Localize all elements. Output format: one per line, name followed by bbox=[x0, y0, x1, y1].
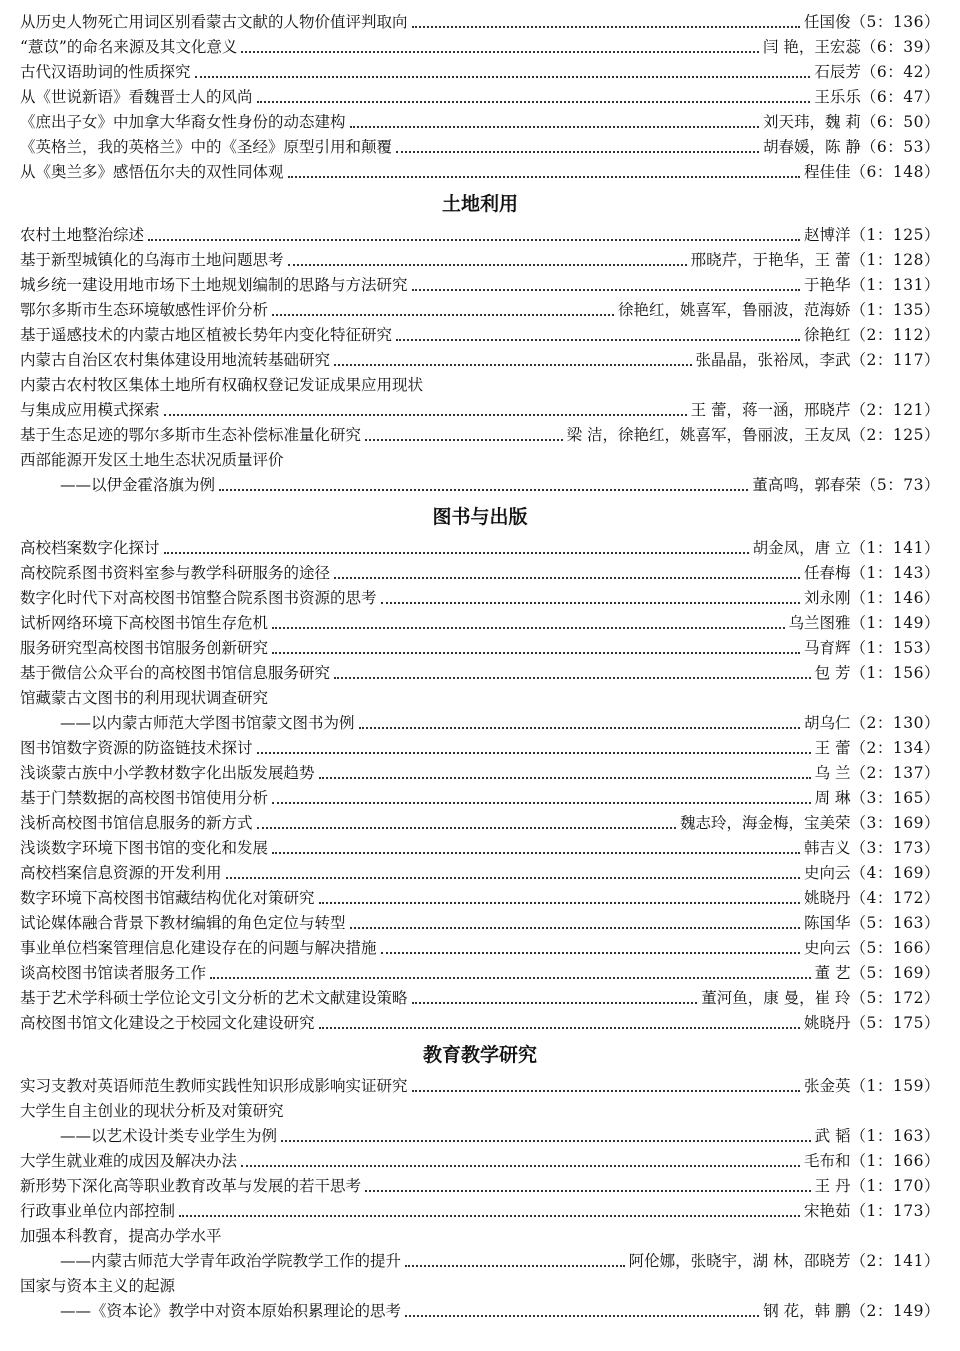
dot-leader bbox=[164, 414, 687, 416]
entry-title: 农村土地整治综述 bbox=[20, 226, 145, 244]
entry-title: 《英格兰，我的英格兰》中的《圣经》原型引用和颠覆 bbox=[20, 138, 393, 156]
entry-title: 新形势下深化高等职业教育改革与发展的若干思考 bbox=[20, 1177, 362, 1195]
toc-entry bbox=[20, 936, 940, 961]
entry-issue-page: （5：136） bbox=[850, 13, 940, 31]
entry-author: 胡金凤，唐 立 bbox=[752, 539, 851, 557]
dot-leader bbox=[179, 1215, 800, 1217]
entry-author: 乌 兰 bbox=[814, 764, 851, 782]
entry-issue-page: （1：159） bbox=[850, 1077, 940, 1095]
dot-leader bbox=[396, 339, 800, 341]
entry-title: 内蒙古自治区农村集体建设用地流转基础研究 bbox=[20, 351, 331, 369]
section-heading: 土地利用 bbox=[441, 193, 518, 215]
entry-title: 数字环境下高校图书馆藏结构优化对策研究 bbox=[20, 889, 315, 907]
entry-author: 董 艺 bbox=[814, 964, 851, 982]
dot-leader bbox=[334, 677, 811, 679]
entry-title: ——以艺术设计类专业学生为例 bbox=[60, 1127, 278, 1145]
dot-leader bbox=[359, 727, 801, 729]
dot-leader bbox=[257, 752, 811, 754]
entry-author: 赵博洋 bbox=[804, 226, 851, 244]
toc-entry bbox=[20, 886, 940, 911]
entry-author: 任春梅 bbox=[804, 564, 851, 582]
toc-entry bbox=[20, 536, 940, 561]
entry-issue-page: （5：169） bbox=[850, 964, 940, 982]
dot-leader bbox=[272, 802, 811, 804]
entry-issue-page: （1：173） bbox=[850, 1202, 940, 1220]
entry-title: 实习支教对英语师范生教师实践性知识形成影响实证研究 bbox=[20, 1077, 408, 1095]
entry-author: 韩吉义 bbox=[804, 839, 851, 857]
entry-title: 高校档案数字化探讨 bbox=[20, 539, 160, 557]
entry-title: 城乡统一建设用地市场下土地规划编制的思路与方法研究 bbox=[20, 276, 408, 294]
entry-issue-page: （1：166） bbox=[850, 1152, 940, 1170]
entry-issue-page: （1：163） bbox=[850, 1127, 940, 1145]
toc-entry bbox=[20, 1249, 940, 1274]
section-heading: 教育教学研究 bbox=[422, 1044, 537, 1066]
entry-author: 邢晓芹，于艳华，王 蕾 bbox=[690, 251, 851, 269]
entry-issue-page: （6：47） bbox=[860, 88, 940, 106]
entry-title: ——以伊金霍洛旗为例 bbox=[60, 476, 216, 494]
toc-entry bbox=[20, 761, 940, 786]
entry-author: 姚晓丹 bbox=[804, 889, 851, 907]
toc-entry bbox=[20, 986, 940, 1011]
dot-leader bbox=[281, 1140, 811, 1142]
dot-leader bbox=[288, 176, 801, 178]
entry-author: 张金英 bbox=[804, 1077, 851, 1095]
entry-author: 闫 艳，王宏蕊 bbox=[762, 38, 861, 56]
entry-title: 从《奥兰多》感悟伍尔夫的双性同体观 bbox=[20, 163, 284, 181]
entry-author: 王 蕾 bbox=[814, 739, 851, 757]
entry-author: 刘天玮，魏 莉 bbox=[762, 113, 861, 131]
toc-entry bbox=[20, 786, 940, 811]
toc-title-line bbox=[20, 448, 940, 473]
dot-leader bbox=[288, 264, 687, 266]
entry-author: 姚晓丹 bbox=[804, 1014, 851, 1032]
entry-title: 谈高校图书馆读者服务工作 bbox=[20, 964, 207, 982]
toc-entry bbox=[20, 811, 940, 836]
toc-entry bbox=[20, 661, 940, 686]
entry-title: 加强本科教育，提高办学水平 bbox=[20, 1227, 222, 1245]
entry-title: 高校档案信息资源的开发利用 bbox=[20, 864, 222, 882]
entry-author: 胡春媛，陈 静 bbox=[762, 138, 861, 156]
entry-issue-page: （5：175） bbox=[850, 1014, 940, 1032]
entry-issue-page: （1：141） bbox=[850, 539, 940, 557]
entry-issue-page: （6：148） bbox=[850, 163, 940, 181]
entry-title: 基于微信公众平台的高校图书馆信息服务研究 bbox=[20, 664, 331, 682]
toc-title-line bbox=[20, 686, 940, 711]
entry-issue-page: （5：166） bbox=[850, 939, 940, 957]
entry-title: ——《资本论》教学中对资本原始积累理论的思考 bbox=[60, 1302, 402, 1320]
entry-issue-page: （2：121） bbox=[850, 401, 940, 419]
toc-entry bbox=[20, 423, 940, 448]
entry-author: 毛布和 bbox=[804, 1152, 851, 1170]
entry-author: 徐艳红 bbox=[804, 326, 851, 344]
toc-entry bbox=[20, 836, 940, 861]
entry-author: 史向云 bbox=[804, 864, 851, 882]
entry-author: 于艳华 bbox=[804, 276, 851, 294]
entry-author: 徐艳红，姚喜军，鲁丽波，范海娇 bbox=[618, 301, 851, 319]
entry-author: 包 芳 bbox=[814, 664, 851, 682]
entry-author: 张晶晶，张裕凤，李武 bbox=[695, 351, 851, 369]
entry-author: 陈国华 bbox=[804, 914, 851, 932]
entry-title: 古代汉语助词的性质探究 bbox=[20, 63, 191, 81]
toc-entry bbox=[20, 736, 940, 761]
entry-title: 大学生就业难的成因及解决办法 bbox=[20, 1152, 238, 1170]
dot-leader bbox=[272, 652, 800, 654]
entry-title: 大学生自主创业的现状分析及对策研究 bbox=[20, 1102, 284, 1120]
toc-entry bbox=[20, 911, 940, 936]
entry-issue-page: （1：146） bbox=[850, 589, 940, 607]
toc-entry bbox=[20, 323, 940, 348]
dot-leader bbox=[226, 877, 801, 879]
toc-entry bbox=[20, 1199, 940, 1224]
entry-title: 浅谈数字环境下图书馆的变化和发展 bbox=[20, 839, 269, 857]
entry-issue-page: （3：165） bbox=[850, 789, 940, 807]
toc-entry bbox=[20, 711, 940, 736]
toc-entry bbox=[20, 1124, 940, 1149]
entry-author: 阿伦娜，张晓宇，湖 林，邵晓芳 bbox=[628, 1252, 851, 1270]
entry-title: 从历史人物死亡用词区别看蒙古文献的人物价值评判取向 bbox=[20, 13, 408, 31]
entry-issue-page: （4：169） bbox=[850, 864, 940, 882]
entry-title: 基于生态足迹的鄂尔多斯市生态补偿标准量化研究 bbox=[20, 426, 362, 444]
entry-issue-page: （5：163） bbox=[850, 914, 940, 932]
entry-title: 鄂尔多斯市生态环境敏感性评价分析 bbox=[20, 301, 269, 319]
entry-title: 与集成应用模式探索 bbox=[20, 401, 160, 419]
entry-title: 基于艺术学科硕士学位论文引文分析的艺术文献建设策略 bbox=[20, 989, 408, 1007]
dot-leader bbox=[241, 1165, 800, 1167]
dot-leader bbox=[148, 239, 800, 241]
toc-entry bbox=[20, 1074, 940, 1099]
entry-author: 钢 花，韩 鹏 bbox=[763, 1302, 851, 1320]
entry-title: 《庶出子女》中加拿大华裔女性身份的动态建构 bbox=[20, 113, 346, 131]
entry-issue-page: （2：130） bbox=[850, 714, 940, 732]
toc-entry bbox=[20, 35, 940, 60]
dot-leader bbox=[164, 552, 749, 554]
dot-leader bbox=[319, 1027, 801, 1029]
toc-entry bbox=[20, 398, 940, 423]
entry-issue-page: （6：42） bbox=[860, 63, 940, 81]
entry-issue-page: （1：135） bbox=[850, 301, 940, 319]
dot-leader bbox=[412, 1090, 801, 1092]
entry-title: 试论媒体融合背景下教材编辑的角色定位与转型 bbox=[20, 914, 346, 932]
entry-issue-page: （3：173） bbox=[850, 839, 940, 857]
entry-issue-page: （1：156） bbox=[850, 664, 940, 682]
entry-author: 董高鸣，郭春荣 bbox=[752, 476, 861, 494]
entry-author: 王 丹 bbox=[814, 1177, 851, 1195]
entry-author: 胡乌仁 bbox=[804, 714, 851, 732]
dot-leader bbox=[365, 1190, 811, 1192]
dot-leader bbox=[334, 364, 692, 366]
entry-title: 浅析高校图书馆信息服务的新方式 bbox=[20, 814, 253, 832]
entry-issue-page: （2：149） bbox=[850, 1302, 940, 1320]
entry-issue-page: （1：125） bbox=[850, 226, 940, 244]
entry-author: 魏志玲，海金梅，宝美荣 bbox=[680, 814, 851, 832]
toc-entry bbox=[20, 298, 940, 323]
entry-title: 国家与资本主义的起源 bbox=[20, 1277, 176, 1295]
entry-title: 图书馆数字资源的防盗链技术探讨 bbox=[20, 739, 253, 757]
entry-title: 内蒙古农村牧区集体土地所有权确权登记发证成果应用现状 bbox=[20, 376, 424, 394]
entry-author: 周 琳 bbox=[814, 789, 851, 807]
entry-issue-page: （2：117） bbox=[850, 351, 940, 369]
toc-entry bbox=[20, 85, 940, 110]
dot-leader bbox=[241, 51, 759, 53]
entry-issue-page: （1：131） bbox=[850, 276, 940, 294]
dot-leader bbox=[334, 577, 800, 579]
entry-author: 刘永刚 bbox=[804, 589, 851, 607]
entry-title: “薏苡”的命名来源及其文化意义 bbox=[20, 38, 238, 56]
entry-title: 基于门禁数据的高校图书馆使用分析 bbox=[20, 789, 269, 807]
toc-entry bbox=[20, 160, 940, 185]
section-heading: 图书与出版 bbox=[432, 506, 528, 528]
toc-entry bbox=[20, 110, 940, 135]
toc-entry bbox=[20, 636, 940, 661]
dot-leader bbox=[412, 289, 801, 291]
toc-entry bbox=[20, 1149, 940, 1174]
dot-leader bbox=[195, 76, 811, 78]
entry-author: 梁 洁，徐艳红，姚喜军，鲁丽波，王友凤 bbox=[566, 426, 851, 444]
dot-leader bbox=[405, 1315, 759, 1317]
entry-title: 基于遥感技术的内蒙古地区植被长势年内变化特征研究 bbox=[20, 326, 393, 344]
entry-issue-page: （4：172） bbox=[850, 889, 940, 907]
toc-entry bbox=[20, 273, 940, 298]
dot-leader bbox=[405, 1265, 625, 1267]
entry-issue-page: （2：112） bbox=[850, 326, 940, 344]
entry-author: 史向云 bbox=[804, 939, 851, 957]
entry-issue-page: （2：134） bbox=[850, 739, 940, 757]
entry-issue-page: （1：153） bbox=[850, 639, 940, 657]
toc-title-line bbox=[20, 1224, 940, 1249]
dot-leader bbox=[412, 26, 801, 28]
dot-leader bbox=[272, 314, 614, 316]
toc-entry bbox=[20, 10, 940, 35]
dot-leader bbox=[272, 627, 785, 629]
entry-issue-page: （2：125） bbox=[850, 426, 940, 444]
dot-leader bbox=[350, 927, 801, 929]
toc-entry bbox=[20, 348, 940, 373]
entry-author: 董河鱼，康 曼，崔 玲 bbox=[701, 989, 851, 1007]
entry-author: 石辰芳 bbox=[814, 63, 861, 81]
toc-entry bbox=[20, 223, 940, 248]
toc-entry bbox=[20, 1299, 940, 1324]
entry-issue-page: （1：128） bbox=[850, 251, 940, 269]
entry-issue-page: （5：172） bbox=[850, 989, 940, 1007]
entry-title: 行政事业单位内部控制 bbox=[20, 1202, 176, 1220]
toc-entry bbox=[20, 861, 940, 886]
entry-author: 乌兰图雅 bbox=[788, 614, 851, 632]
toc-entry bbox=[20, 611, 940, 636]
toc-title-line bbox=[20, 1099, 940, 1124]
dot-leader bbox=[257, 827, 677, 829]
dot-leader bbox=[319, 777, 811, 779]
dot-leader bbox=[257, 101, 811, 103]
entry-issue-page: （1：143） bbox=[850, 564, 940, 582]
entry-title: 服务研究型高校图书馆服务创新研究 bbox=[20, 639, 269, 657]
entry-author: 程佳佳 bbox=[804, 163, 851, 181]
entry-title: ——以内蒙古师范大学图书馆蒙文图书为例 bbox=[60, 714, 355, 732]
entry-issue-page: （1：170） bbox=[850, 1177, 940, 1195]
dot-leader bbox=[219, 489, 748, 491]
entry-title: 试析网络环境下高校图书馆生存危机 bbox=[20, 614, 269, 632]
toc-entry bbox=[20, 1174, 940, 1199]
dot-leader bbox=[412, 1002, 698, 1004]
entry-title: 基于新型城镇化的乌海市土地问题思考 bbox=[20, 251, 284, 269]
entry-issue-page: （6：53） bbox=[860, 138, 940, 156]
entry-author: 王 蕾，蒋一涵，邢晓芹 bbox=[690, 401, 851, 419]
entry-title: 西部能源开发区土地生态状况质量评价 bbox=[20, 451, 284, 469]
dot-leader bbox=[381, 602, 801, 604]
dot-leader bbox=[381, 952, 801, 954]
entry-issue-page: （6：50） bbox=[860, 113, 940, 131]
entry-author: 马育辉 bbox=[804, 639, 851, 657]
toc-entry bbox=[20, 1011, 940, 1036]
entry-author: 王乐乐 bbox=[814, 88, 861, 106]
entry-author: 宋艳茹 bbox=[804, 1202, 851, 1220]
toc-entry bbox=[20, 961, 940, 986]
entry-issue-page: （6：39） bbox=[860, 38, 940, 56]
toc-entry bbox=[20, 135, 940, 160]
toc-entry bbox=[20, 60, 940, 85]
entry-title: 从《世说新语》看魏晋士人的风尚 bbox=[20, 88, 253, 106]
entry-author: 武 韬 bbox=[814, 1127, 851, 1145]
entry-title: 高校图书馆文化建设之于校园文化建设研究 bbox=[20, 1014, 315, 1032]
entry-issue-page: （2：141） bbox=[850, 1252, 940, 1270]
entry-issue-page: （5：73） bbox=[860, 476, 940, 494]
toc-title-line bbox=[20, 373, 940, 398]
toc-entry bbox=[20, 473, 940, 498]
entry-title: 馆藏蒙古文图书的利用现状调查研究 bbox=[20, 689, 269, 707]
dot-leader bbox=[365, 439, 563, 441]
dot-leader bbox=[210, 977, 811, 979]
entry-title: 浅谈蒙古族中小学教材数字化出版发展趋势 bbox=[20, 764, 315, 782]
entry-title: 数字化时代下对高校图书馆整合院系图书资源的思考 bbox=[20, 589, 377, 607]
toc-title-line bbox=[20, 1274, 940, 1299]
dot-leader bbox=[272, 852, 800, 854]
entry-title: 事业单位档案管理信息化建设存在的问题与解决措施 bbox=[20, 939, 377, 957]
entry-issue-page: （1：149） bbox=[850, 614, 940, 632]
entry-issue-page: （2：137） bbox=[850, 764, 940, 782]
toc-entry bbox=[20, 248, 940, 273]
entry-author: 任国俊 bbox=[804, 13, 851, 31]
entry-issue-page: （3：169） bbox=[850, 814, 940, 832]
dot-leader bbox=[396, 151, 759, 153]
entry-title: ——内蒙古师范大学青年政治学院教学工作的提升 bbox=[60, 1252, 402, 1270]
toc-entry bbox=[20, 586, 940, 611]
dot-leader bbox=[319, 902, 801, 904]
entry-title: 高校院系图书资料室参与教学科研服务的途径 bbox=[20, 564, 331, 582]
toc-entry bbox=[20, 561, 940, 586]
dot-leader bbox=[350, 126, 759, 128]
